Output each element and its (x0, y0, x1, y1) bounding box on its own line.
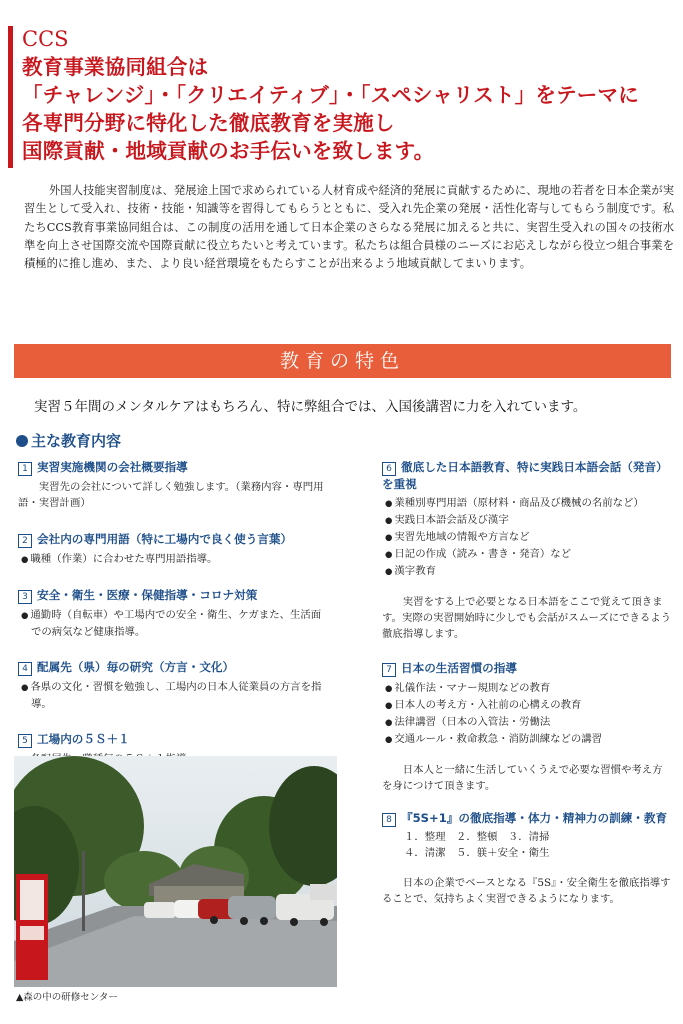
item-title-text: 『5S+1』の徹底指導・体力・精神力の訓練・教育 (401, 811, 668, 825)
photo-caption: ▲森の中の研修センター (16, 992, 118, 1003)
item-title-text: 徹底した日本語教育、特に実践日本語会話（発音）を重視 (382, 460, 668, 491)
item-number: 7 (382, 663, 396, 677)
list-item: ● 日記の作成（読み・書き・発音）など (382, 546, 672, 563)
item-text: 実習をする上で必要となる日本語をここで覚えて頂きます。実際の実習開始時に少しでも会話がスムーズにできるよう徹底指導します。 (382, 596, 672, 640)
list-item: １．整理 ２．整頓 ３．清掃 (404, 831, 550, 843)
item-title (18, 659, 330, 676)
list-item: ● 交通ルール・救命救急・消防訓練などの講習 (382, 731, 672, 748)
item-title (18, 531, 330, 548)
headline-accent-bar (8, 26, 13, 168)
right-column (382, 459, 672, 907)
subhead-label: 主な教育内容 (31, 432, 122, 450)
item-text: 実習先の会社について詳しく勉強します。（業務内容・専門用語・実習計画） (18, 481, 324, 509)
list-item: ● 実習先地域の情報や方言など (382, 529, 672, 546)
section-lead: 実習５年間のメンタルケアはもちろん、特に弊組合では、入国後講習に力を入れています。 (34, 399, 587, 415)
headline-line: 各専門分野に特化した徹底教育を実施し (22, 111, 395, 135)
item-title (382, 459, 672, 492)
item-number: 4 (18, 662, 32, 676)
item-title (382, 660, 672, 677)
item-title (382, 810, 672, 827)
list-item: ● 職種（作業）に合わせた専門用語指導。 (18, 551, 330, 568)
list-item: ● 法律講習（日本の入管法・労働法 (382, 714, 672, 731)
list-item: ● 通勤時（自転車）や工場内での安全・衛生、ケガまた、生活面での病気など健康指導。 (18, 607, 330, 640)
forest-parking-illustration (14, 756, 337, 987)
item-text: 日本人と一緒に生活していくうえで必要な習慣や考え方を身につけて頂きます。 (382, 764, 663, 792)
intro-paragraph: 外国人技能実習制度は、発展途上国で求められている人材育成や経済的発展に貢献するために、現地の若者を日本企業が実習生として受入れ、技術・技能・知識等を習得してもらうとともに、受入れ先企業の発展・活性化寄与してもらう制度です。私たちCCS教育事業協同組合は、この制度の活用を通して日本企業のさらなる発展に加えると共に、実習生受入れの国々の技術水準を向上させ国際交流や国際貢献に役立ちたいと考えています。私たちは組合員様のニーズにお応えしながら役立つ組合事業を積極的に推し進め、また、より良い経営環境をもたらすことが出来るよう地域貢献してまいります。 (24, 184, 674, 271)
list-item: ● 各県の文化・習慣を勉強し、工場内の日本人従業員の方言を指導。 (18, 679, 330, 712)
item-title (18, 731, 330, 748)
item-title-text: 日本の生活習慣の指導 (401, 661, 517, 675)
item-number: 3 (18, 590, 32, 604)
subhead (16, 431, 121, 451)
item-title-text: 実習実施機関の会社概要指導 (37, 460, 188, 474)
list-item: ● 日本人の考え方・入社前の心構えの教育 (382, 697, 672, 714)
headline (22, 26, 672, 165)
section-banner: 教育の特色 (14, 344, 671, 378)
item-title-text: 会社内の専門用語（特に工場内で良く使う言葉） (37, 532, 293, 546)
item-title (18, 459, 330, 476)
list-item: ● 業種別専門用語（原材料・商品及び機械の名前など） (382, 495, 672, 512)
item-text: 日本の企業でベースとなる『5S』・安全衛生を徹底指導することで、気持ちよく実習できるようになります。 (382, 877, 671, 905)
item-number: 2 (18, 534, 32, 548)
item-number: 8 (382, 813, 396, 827)
item-title-text: 配属先（県）毎の研究（方言・文化） (37, 660, 235, 674)
left-column (18, 459, 330, 768)
training-center-photo (14, 756, 337, 987)
list-item: ● 礼儀作法・マナー規則などの教育 (382, 680, 672, 697)
item-number: 5 (18, 734, 32, 748)
brand-name: CCS (22, 27, 69, 51)
bullet-dot-icon (16, 435, 28, 447)
item-number: 6 (382, 462, 396, 476)
item-title (18, 587, 330, 604)
item-title-text: 工場内の５Ｓ＋１ (37, 732, 130, 746)
list-item: ● 実践日本語会話及び漢字 (382, 512, 672, 529)
list-item: ● 漢字教育 (382, 563, 672, 580)
headline-line: 「チャレンジ」・「クリエイティブ」・「スペシャリスト」をテーマに (22, 83, 639, 107)
item-number: 1 (18, 462, 32, 476)
list-item: ４．清潔 ５．躾＋安全・衛生 (404, 847, 550, 859)
headline-line: 国際貢献・地域貢献のお手伝いを致します。 (22, 139, 435, 163)
item-title-text: 安全・衛生・医療・保健指導・コロナ対策 (37, 588, 258, 602)
headline-line: 教育事業協同組合は (22, 55, 209, 79)
